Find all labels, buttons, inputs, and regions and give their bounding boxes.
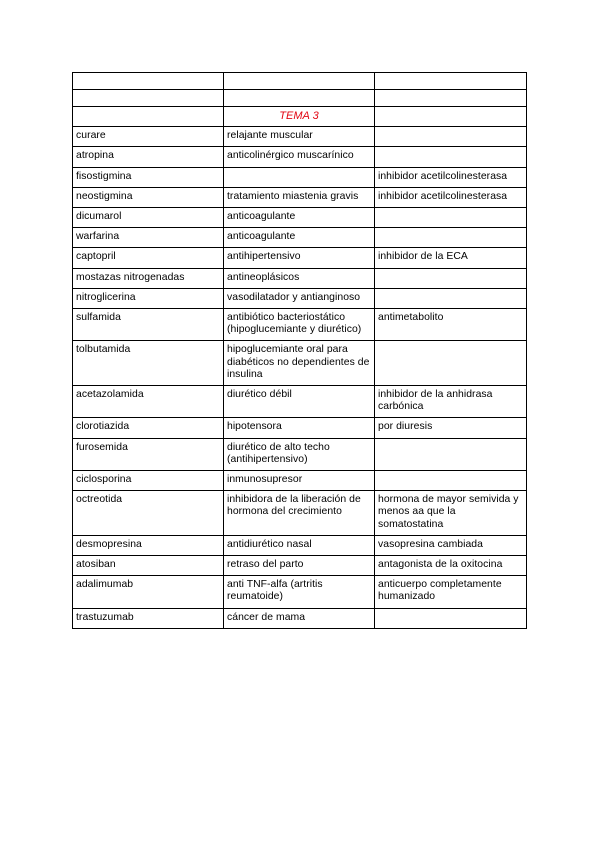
drug-note-cell [375, 471, 527, 491]
drug-use-cell: antihipertensivo [224, 248, 375, 268]
table-row [73, 288, 527, 308]
drug-name-cell: trastuzumab [73, 608, 224, 628]
drug-use-cell: antineoplásicos [224, 268, 375, 288]
table-row [73, 127, 527, 147]
drug-name-cell: octreotida [73, 491, 224, 536]
drug-table-body [73, 73, 527, 629]
drug-note-cell [375, 208, 527, 228]
table-row [73, 341, 527, 386]
table-row [73, 608, 527, 628]
table-row [73, 556, 527, 576]
heading-row [73, 107, 527, 127]
drug-name-cell: atropina [73, 147, 224, 167]
table-row [73, 268, 527, 288]
drug-use-cell: relajante muscular [224, 127, 375, 147]
drug-name-cell: atosiban [73, 556, 224, 576]
drug-use-cell: hipoglucemiante oral para diabéticos no dependientes de insulina [224, 341, 375, 386]
drug-note-cell: anticuerpo completamente humanizado [375, 576, 527, 608]
drug-note-cell [375, 288, 527, 308]
drug-use-cell: inhibidora de la liberación de hormona del crecimiento [224, 491, 375, 536]
drug-use-cell: anticoagulante [224, 228, 375, 248]
drug-use-cell: tratamiento miastenia gravis [224, 187, 375, 207]
empty-cell [224, 73, 375, 90]
table-row [73, 576, 527, 608]
drug-name-cell: dicumarol [73, 208, 224, 228]
drug-note-cell [375, 147, 527, 167]
drug-name-cell: sulfamida [73, 309, 224, 341]
drug-note-cell: inhibidor de la anhidrasa carbónica [375, 386, 527, 418]
empty-cell [375, 90, 527, 107]
drug-table [72, 72, 527, 629]
drug-name-cell: warfarina [73, 228, 224, 248]
empty-row [73, 90, 527, 107]
drug-note-cell [375, 608, 527, 628]
drug-note-cell: antagonista de la oxitocina [375, 556, 527, 576]
drug-use-cell: retraso del parto [224, 556, 375, 576]
drug-note-cell: hormona de mayor semivida y menos aa que la somatostatina [375, 491, 527, 536]
drug-name-cell: nitroglicerina [73, 288, 224, 308]
table-row [73, 147, 527, 167]
drug-name-cell: tolbutamida [73, 341, 224, 386]
table-row [73, 309, 527, 341]
drug-note-cell: inhibidor acetilcolinesterasa [375, 187, 527, 207]
empty-cell [73, 107, 224, 127]
table-row [73, 386, 527, 418]
document-page [72, 72, 526, 629]
drug-name-cell: captopril [73, 248, 224, 268]
drug-name-cell: adalimumab [73, 576, 224, 608]
table-row [73, 167, 527, 187]
table-row [73, 535, 527, 555]
drug-note-cell: inhibidor acetilcolinesterasa [375, 167, 527, 187]
drug-note-cell [375, 268, 527, 288]
drug-note-cell: antimetabolito [375, 309, 527, 341]
drug-name-cell: curare [73, 127, 224, 147]
table-row [73, 228, 527, 248]
drug-note-cell: por diuresis [375, 418, 527, 438]
empty-cell [224, 90, 375, 107]
drug-use-cell: anticolinérgico muscarínico [224, 147, 375, 167]
empty-cell [73, 90, 224, 107]
section-heading: TEMA 3 [224, 107, 375, 127]
drug-note-cell [375, 341, 527, 386]
drug-note-cell [375, 127, 527, 147]
drug-use-cell: cáncer de mama [224, 608, 375, 628]
drug-name-cell: fisostigmina [73, 167, 224, 187]
drug-note-cell: inhibidor de la ECA [375, 248, 527, 268]
drug-name-cell: acetazolamida [73, 386, 224, 418]
drug-use-cell: anticoagulante [224, 208, 375, 228]
empty-row [73, 73, 527, 90]
drug-use-cell: diurético de alto techo (antihipertensivo) [224, 438, 375, 470]
drug-name-cell: ciclosporina [73, 471, 224, 491]
table-row [73, 248, 527, 268]
drug-use-cell: inmunosupresor [224, 471, 375, 491]
drug-name-cell: clorotiazida [73, 418, 224, 438]
table-row [73, 418, 527, 438]
empty-cell [375, 107, 527, 127]
table-row [73, 208, 527, 228]
empty-cell [375, 73, 527, 90]
drug-use-cell: hipotensora [224, 418, 375, 438]
drug-note-cell: vasopresina cambiada [375, 535, 527, 555]
drug-name-cell: neostigmina [73, 187, 224, 207]
drug-use-cell [224, 167, 375, 187]
drug-name-cell: furosemida [73, 438, 224, 470]
drug-use-cell: antibiótico bacteriostático (hipoglucemiante y diurético) [224, 309, 375, 341]
table-row [73, 438, 527, 470]
table-row [73, 471, 527, 491]
drug-name-cell: mostazas nitrogenadas [73, 268, 224, 288]
drug-name-cell: desmopresina [73, 535, 224, 555]
table-row [73, 491, 527, 536]
drug-use-cell: anti TNF-alfa (artritis reumatoide) [224, 576, 375, 608]
drug-use-cell: diurético débil [224, 386, 375, 418]
empty-cell [73, 73, 224, 90]
drug-note-cell [375, 228, 527, 248]
table-row [73, 187, 527, 207]
drug-note-cell [375, 438, 527, 470]
drug-use-cell: antidiurético nasal [224, 535, 375, 555]
drug-use-cell: vasodilatador y antianginoso [224, 288, 375, 308]
